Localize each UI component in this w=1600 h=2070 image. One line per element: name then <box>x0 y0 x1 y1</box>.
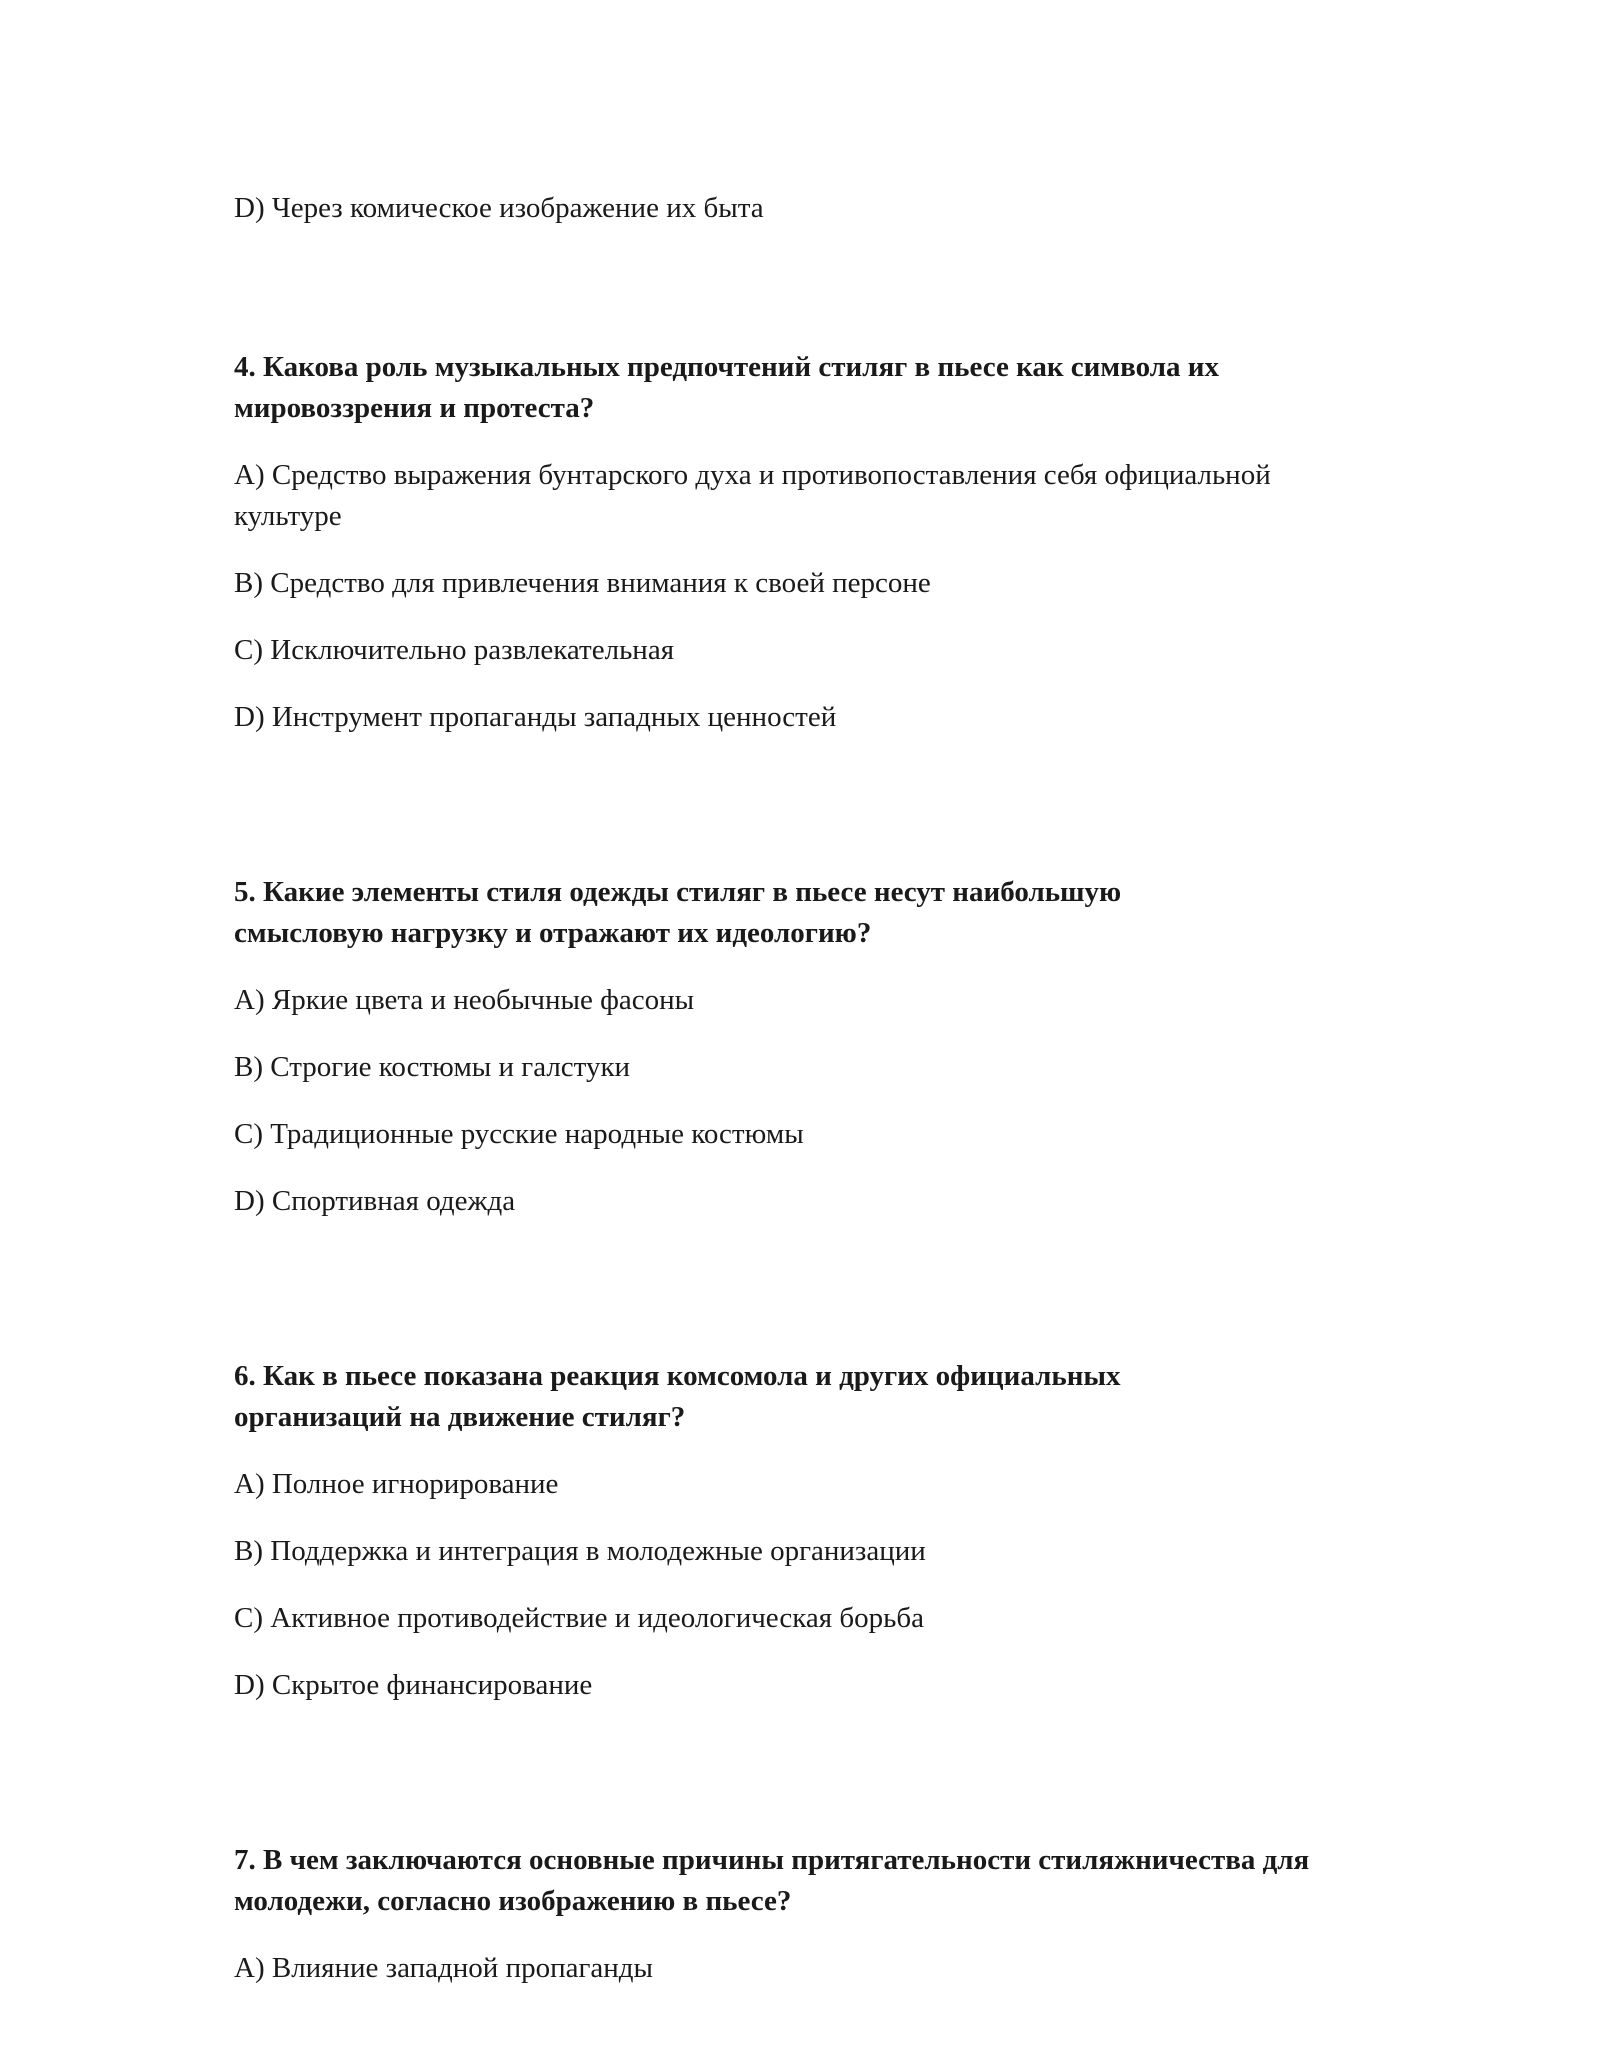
option-text: A) Полное игнорирование <box>234 1468 559 1500</box>
option-text: C) Традиционные русские народные костюмы <box>234 1118 804 1150</box>
question-block-4 <box>234 347 1394 738</box>
option-text: D) Скрытое финансирование <box>234 1669 593 1701</box>
document-content <box>234 188 1394 2015</box>
option-text: A) Яркие цвета и необычные фасоны <box>234 984 695 1016</box>
question-text: 5. Какие элементы стиля одежды стиляг в пьесе несут наибольшую смысловую нагрузку и отражают их идеологию? <box>234 876 1122 949</box>
option-text: B) Строгие костюмы и галстуки <box>234 1051 631 1083</box>
spacer <box>234 1732 1394 1840</box>
option-text: C) Исключительно развлекательная <box>234 634 675 666</box>
option-text: C) Активное противодействие и идеологическая борьба <box>234 1602 924 1634</box>
option-text: D) Инструмент пропаганды западных ценностей <box>234 701 837 733</box>
spacer <box>234 1248 1394 1356</box>
option-text: D) Спортивная одежда <box>234 1185 516 1217</box>
question-text: 4. Какова роль музыкальных предпочтений стиляг в пьесе как символа их мировоззрения и протеста? <box>234 351 1219 424</box>
question-block-5 <box>234 872 1394 1222</box>
question-text: 7. В чем заключаются основные причины притягательности стиляжничества для молодежи, согласно изображению в пьесе? <box>234 1844 1310 1917</box>
question-block-7 <box>234 1840 1394 1989</box>
option-text: A) Влияние западной пропаганды <box>234 1952 653 1984</box>
spacer <box>234 764 1394 872</box>
option-text: D) Через комическое изображение их быта <box>234 192 764 224</box>
question-text: 6. Как в пьесе показана реакция комсомола и других официальных организаций на движение стиляг? <box>234 1360 1121 1433</box>
option-text: B) Средство для привлечения внимания к своей персоне <box>234 567 931 599</box>
option-text: A) Средство выражения бунтарского духа и противопоставления себя официальной культуре <box>234 459 1271 532</box>
option-text: B) Поддержка и интеграция в молодежные организации <box>234 1535 926 1567</box>
question-block-6 <box>234 1356 1394 1706</box>
spacer <box>234 255 1394 347</box>
